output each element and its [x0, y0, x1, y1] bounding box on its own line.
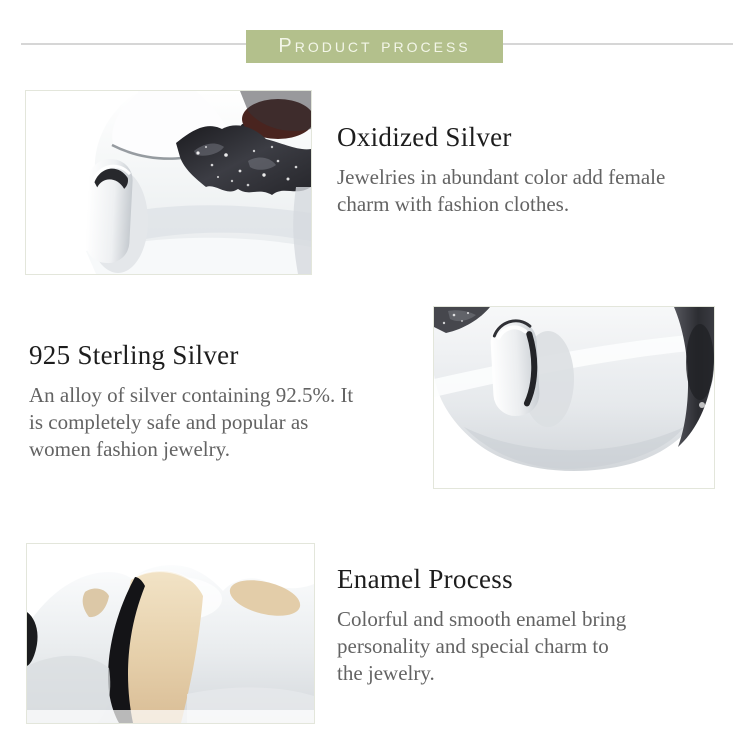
section-oxidized-silver [337, 120, 722, 218]
section-enamel-process [337, 562, 722, 687]
header-banner [246, 30, 503, 63]
body-line: Colorful and smooth enamel bring [337, 607, 627, 631]
enamel-process-image [26, 543, 315, 724]
section-heading: Enamel Process [337, 564, 513, 594]
section-heading: Oxidized Silver [337, 122, 512, 152]
sterling-silver-image [433, 306, 715, 489]
body-line: charm with fashion clothes. [337, 192, 570, 216]
body-line: An alloy of silver containing 92.5%. It [29, 383, 354, 407]
body-line: personality and special charm to [337, 634, 609, 658]
body-line: Jewelries in abundant color add female [337, 165, 666, 189]
oxidized-silver-image [25, 90, 312, 275]
enamel-charm-photo [27, 544, 314, 723]
section-body [337, 606, 722, 687]
body-line: the jewelry. [337, 661, 435, 685]
section-body [29, 382, 419, 463]
body-line: is completely safe and popular as [29, 410, 309, 434]
section-body [337, 164, 722, 218]
section-sterling-silver [29, 338, 419, 463]
section-heading: 925 Sterling Silver [29, 340, 239, 370]
page-title: Product process [278, 35, 471, 57]
oxidized-silver-photo [26, 91, 311, 274]
sterling-silver-photo [434, 307, 714, 488]
body-line: women fashion jewelry. [29, 437, 230, 461]
